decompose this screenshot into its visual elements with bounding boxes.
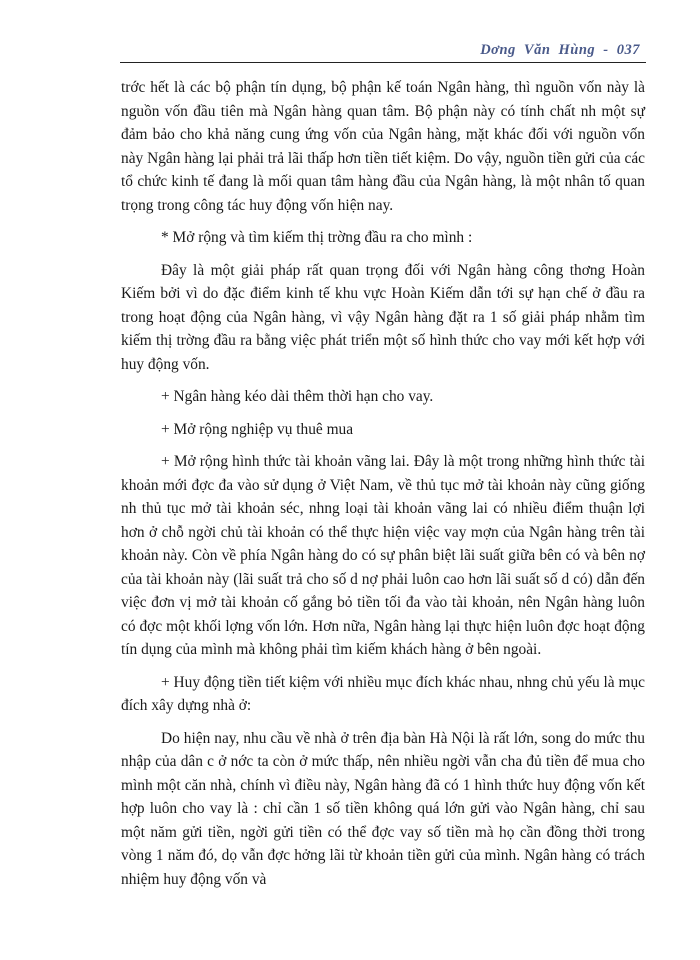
paragraph-3: Đây là một giải pháp rất quan trọng đối với Ngân hàng công thơng Hoàn Kiếm bởi vì do đặc điểm kinh tế khu vực Hoàn Kiếm dẫn tới sự hạn chế ở đầu ra trong hoạt động của Ngân hàng, vì vậy Ngân hàng đặt ra 1 số giải pháp nhằm tìm kiếm thị trờng đầu ra bằng việc phát triển một số hình thức cho vay mới kết hợp với huy động vốn. (121, 261, 645, 373)
paragraph-5: + Mở rộng nghiệp vụ thuê mua (161, 420, 354, 438)
document-body (121, 76, 645, 891)
paragraph-6: + Mở rộng hình thức tài khoản vãng lai. Đây là một trong những hình thức tài khoản mới đợc đa vào sử dụng ở Việt Nam, về thủ tục mở tài khoản này cũng giống nh thủ tục mở tài khoản séc, nhng loại tài khoản vãng lai có nhiều điểm thuận lợi hơn ở chỗ ngời chủ tài khoản có thể thực hiện việc vay mợn của Ngân hàng trên tài khoản này. Còn về phía Ngân hàng do có sự phân biệt lãi suất giữa bên có và bên nợ của tài khoản này (lãi suất trả cho số d nợ phải luôn cao hơn lãi suất số d có) dẫn đến việc đơn vị mở tài khoản cố gắng bỏ tiền tối đa vào tài khoản, nên Ngân hàng luôn có đợc một khối lợng vốn lớn. Hơn nữa, Ngân hàng lại thực hiện luôn đợc hoạt động tín dụng của mình mà không phải tìm kiếm khách hàng ở bên ngoài. (121, 453, 645, 658)
paragraph-8: Do hiện nay, nhu cầu về nhà ở trên địa bàn Hà Nội là rất lớn, song do mức thu nhập của dân c ở nớc ta còn ở mức thấp, nên nhiều ngời vẫn cha đủ tiền để mua cho mình một căn nhà, chính vì điều này, Ngân hàng đã có 1 hình thức huy động vốn kết hợp luôn cho vay là : chỉ cần 1 số tiền không quá lớn gửi vào Ngân hàng, chỉ sau một năm gửi tiền, ngời gửi tiền có thể đợc vay số tiền mà họ cần đồng thời trong vòng 1 năm đó, dọ vẫn đợc hởng lãi từ khoản tiền gửi của mình. Ngân hàng có trách nhiệm huy động vốn và (121, 729, 645, 888)
header-author: Dơng Văn Hùng - 037 (480, 42, 640, 58)
paragraph-1: trớc hết là các bộ phận tín dụng, bộ phận kế toán Ngân hàng, thì nguồn vốn này là nguồn vốn đầu tiên mà Ngân hàng quan tâm. Bộ phận này có tính chất nh một sự đảm bảo cho khả năng cung ứng vốn của Ngân hàng, mặt khác đối với nguồn vốn này Ngân hàng lại phải trả lãi thấp hơn tiền tiết kiệm. Do vậy, nguồn tiền gửi của các tổ chức kinh tế đang là mối quan tâm hàng đầu của Ngân hàng, là một nhân tố quan trọng trong công tác huy động vốn hiện nay. (121, 79, 645, 214)
paragraph-2-heading: * Mở rộng và tìm kiếm thị trờng đầu ra cho mình : (161, 229, 473, 246)
header-rule (120, 62, 646, 63)
page-header (120, 40, 646, 64)
paragraph-4: + Ngân hàng kéo dài thêm thời hạn cho vay. (161, 388, 434, 405)
paragraph-7: + Huy động tiền tiết kiệm với nhiều mục đích khác nhau, nhng chủ yếu là mục đích xây dựng nhà ở: (121, 673, 645, 714)
